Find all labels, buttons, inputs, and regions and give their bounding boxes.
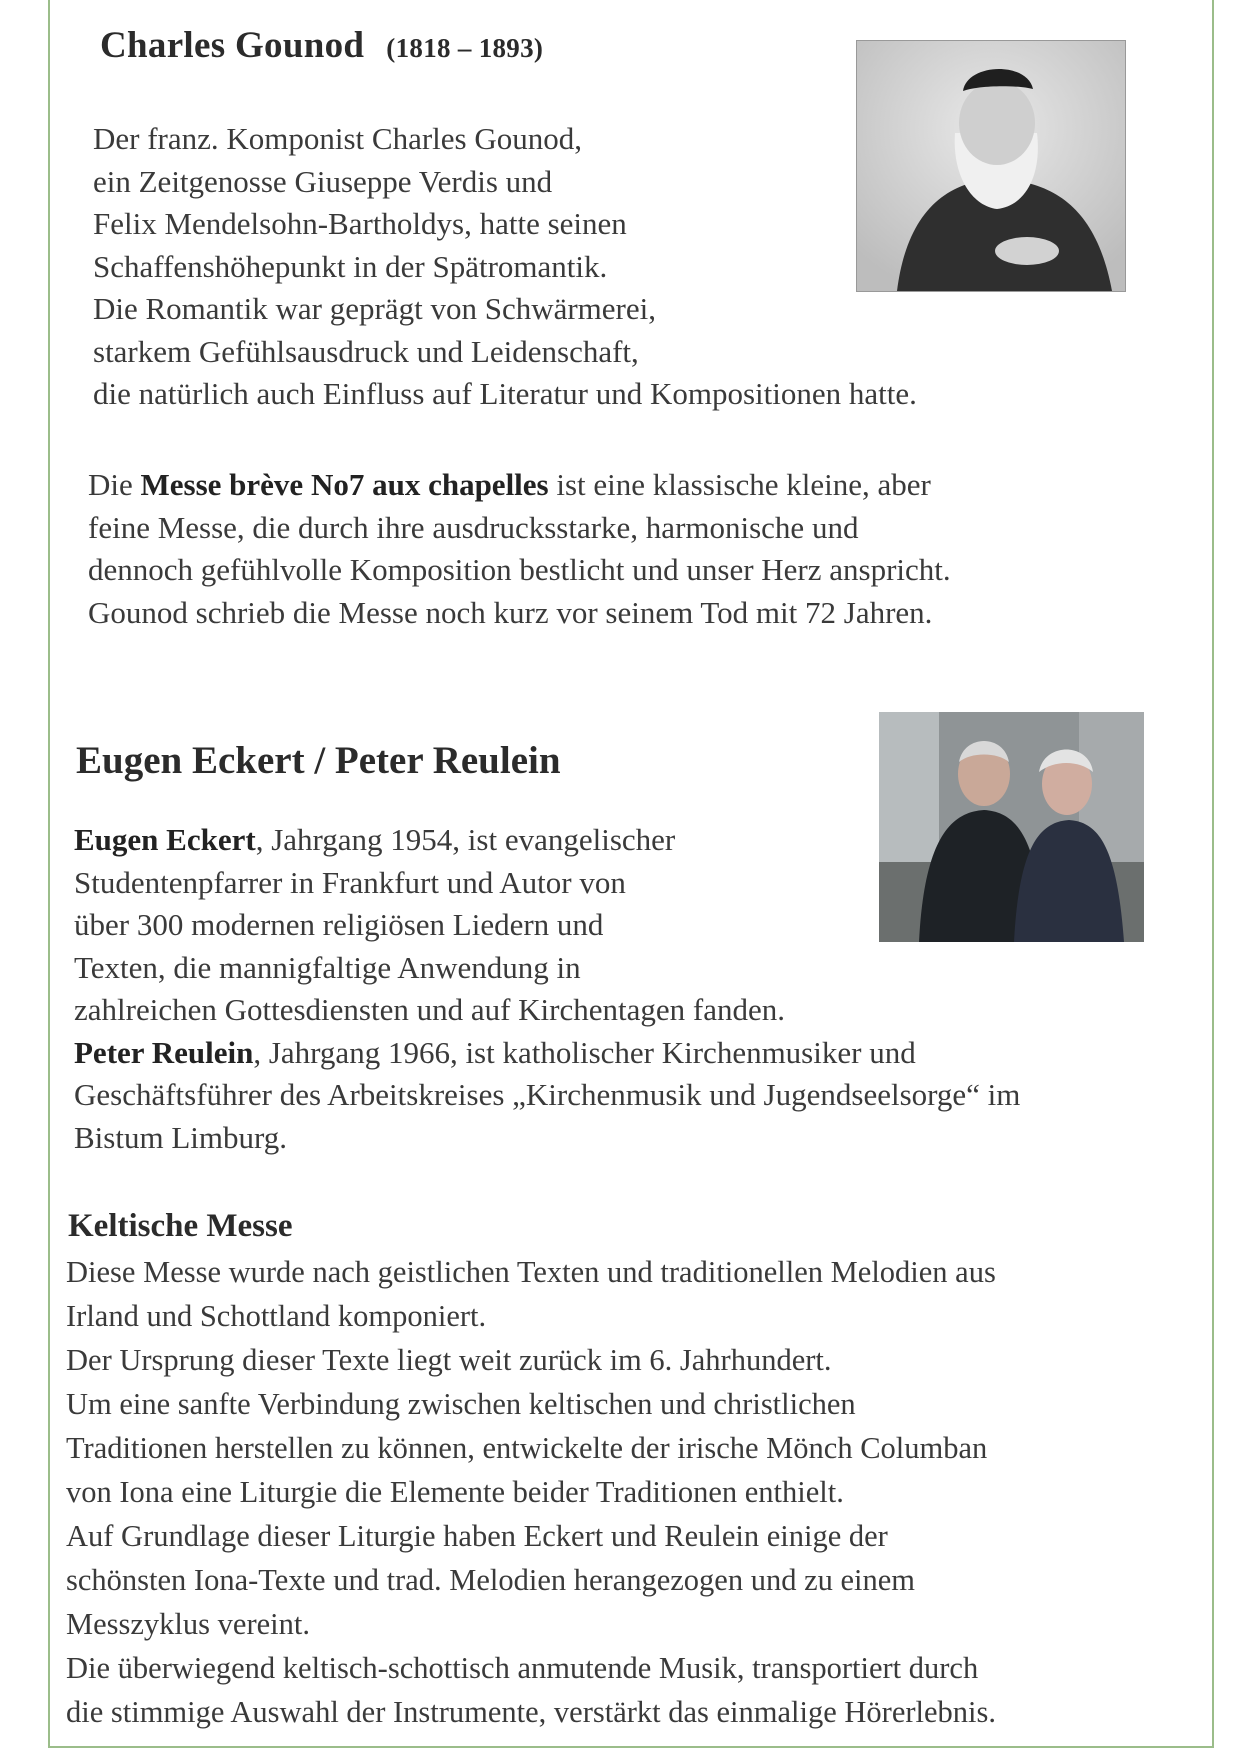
keltische-line: Diese Messe wurde nach geistlichen Texten und traditionellen Melodien aus [66, 1255, 996, 1289]
messe-breve-line: feine Messe, die durch ihre ausdrucksstarke, harmonische und [88, 509, 859, 545]
keltische-paragraph [66, 1250, 996, 1734]
keltische-line: Irland und Schottland komponiert. [66, 1299, 487, 1333]
reulein-name: Peter Reulein [74, 1034, 254, 1070]
gounod-bio-line: Die Romantik war geprägt von Schwärmerei, [93, 291, 656, 326]
gounod-bio-line: Schaffenshöhepunkt in der Spätromantik. [93, 248, 608, 284]
keltische-line: schönsten Iona-Texte und trad. Melodien herangezogen und zu einem [66, 1563, 916, 1597]
keltische-line: von Iona eine Liturgie die Elemente beider Traditionen enthielt. [66, 1475, 844, 1509]
gounod-bio-line: Der franz. Komponist Charles Gounod, [93, 121, 583, 156]
reulein-line [74, 1032, 1020, 1075]
eckert-line: Texten, die mannigfaltige Anwendung in [74, 949, 581, 985]
gounod-bio-line: Felix Mendelsohn-Bartholdys, hatte seinen [93, 206, 627, 241]
eckert-reulein-heading: Eugen Eckert / Peter Reulein [76, 739, 561, 782]
keltische-line: Um eine sanfte Verbindung zwischen keltischen und christlichen [66, 1387, 856, 1421]
messe-breve-paragraph [88, 464, 951, 634]
eckert-line: Studentenpfarrer in Frankfurt und Autor von [74, 864, 626, 900]
messe-breve-line: dennoch gefühlvolle Komposition bestlicht und unser Herz anspricht. [88, 552, 951, 587]
gounod-name: Charles Gounod [100, 25, 365, 66]
gounod-heading [100, 24, 543, 67]
gounod-bio-line: die natürlich auch Einfluss auf Literatur und Kompositionen hatte. [93, 376, 917, 411]
messe-line1-rest: ist eine klassische kleine, aber [548, 467, 931, 502]
keltische-line: die stimmige Auswahl der Instrumente, verstärkt das einmalige Hörerlebnis. [66, 1695, 997, 1729]
keltische-messe-heading: Keltische Messe [68, 1208, 293, 1244]
reulein-line: Geschäftsführer des Arbeitskreises „Kirchenmusik und Jugendseelsorge“ im [74, 1077, 1021, 1112]
gounod-years: (1818 – 1893) [386, 33, 544, 63]
keltische-line: Der Ursprung dieser Texte liegt weit zurück im 6. Jahrhundert. [66, 1343, 832, 1377]
reulein-line: Bistum Limburg. [74, 1119, 288, 1155]
keltische-line: Messzyklus vereint. [66, 1607, 310, 1641]
eckert-line: über 300 modernen religiösen Liedern und [74, 907, 604, 942]
eckert-line1-rest: , Jahrgang 1954, ist evangelischer [255, 822, 676, 857]
keltische-line: Die überwiegend keltisch-schottisch anmutende Musik, transportiert durch [66, 1651, 979, 1685]
eckert-paragraph [74, 819, 1020, 1159]
eckert-line [74, 819, 1020, 862]
gounod-bio-line: ein Zeitgenosse Giuseppe Verdis und [93, 163, 553, 199]
messe-intro: Die [88, 467, 141, 502]
messe-breve-line [88, 464, 951, 507]
gounod-bio-line: starkem Gefühlsausdruck und Leidenschaft, [93, 333, 639, 369]
keltische-line: Traditionen herstellen zu können, entwickelte der irische Mönch Columban [66, 1431, 988, 1465]
keltische-line: Auf Grundlage dieser Liturgie haben Eckert und Reulein einige der [66, 1519, 888, 1553]
eckert-name: Eugen Eckert [74, 822, 256, 857]
gounod-bio [93, 118, 917, 416]
eckert-line: zahlreichen Gottesdiensten und auf Kirchentagen fanden. [74, 992, 785, 1027]
reulein-line1-rest: , Jahrgang 1966, ist katholischer Kirchenmusiker und [253, 1034, 916, 1070]
messe-breve-line: Gounod schrieb die Messe noch kurz vor seinem Tod mit 72 Jahren. [88, 594, 933, 630]
messe-breve-title: Messe brève No7 aux chapelles [140, 467, 549, 502]
